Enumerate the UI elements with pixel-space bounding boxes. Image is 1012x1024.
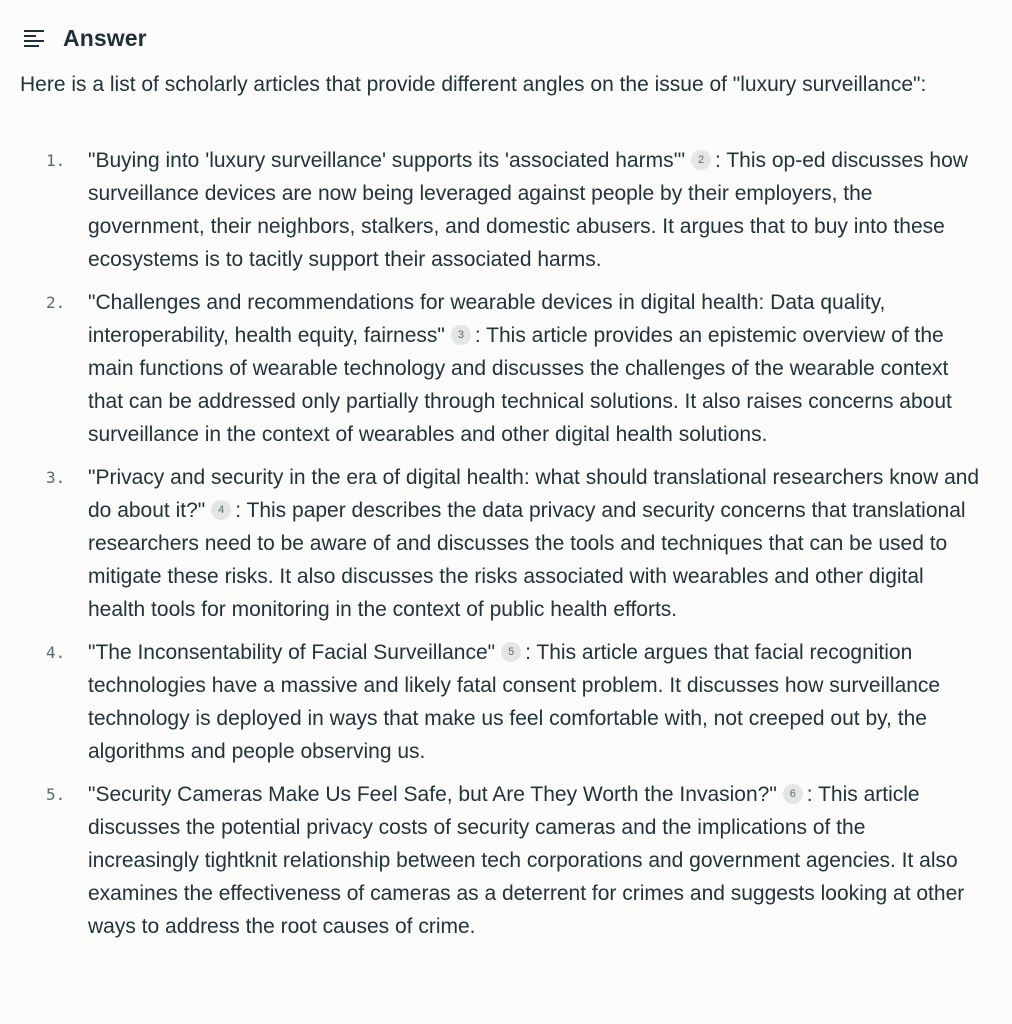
- answer-lines-icon: [24, 29, 46, 47]
- article-description: : This paper describes the data privacy and security concerns that translational researchers need to be aware of and discusses the tools and techniques that can be used to mitigate these risks. It also discusses the risks associated with wearables and other digital health tools for monitoring in the context of public health efforts.: [88, 499, 966, 621]
- intro-text: Here is a list of scholarly articles that provide different angles on the issue of "luxury surveillance":: [20, 73, 927, 96]
- answer-title: Answer: [63, 24, 147, 51]
- article-list: [0, 144, 1012, 953]
- citation-badge[interactable]: 6: [783, 784, 803, 804]
- answer-header: [24, 22, 147, 54]
- article-description: : This op-ed discusses how surveillance devices are now being leveraged against people by their employers, the government, their neighbors, stalkers, and domestic abusers. It argues that to buy into these ecosystems is to tacitly support their associated harms.: [88, 149, 968, 271]
- list-item: [0, 461, 1012, 626]
- article-description: : This article discusses the potential privacy costs of security cameras and the implications of the increasingly tightknit relationship between tech corporations and government agencies. It also examines the effectiveness of cameras as a deterrent for crimes and suggests looking at other ways to address the root causes of crime.: [88, 783, 965, 938]
- list-item: [0, 778, 1012, 943]
- citation-badge[interactable]: 3: [451, 325, 471, 345]
- article-description: : This article argues that facial recognition technologies have a massive and likely fatal consent problem. It discusses how surveillance technology is deployed in ways that make us feel comfortable with, not creeped out by, the algorithms and people observing us.: [88, 641, 941, 763]
- article-title: "Challenges and recommendations for wearable devices in digital health: Data quality, interoperability, health equity, fairness": [88, 291, 886, 347]
- list-item-number: 1.: [46, 151, 66, 170]
- article-description: : This article provides an epistemic overview of the main functions of wearable technology and discusses the challenges of the wearable context that can be addressed only partially through technical solutions. It also raises concerns about surveillance in the context of wearables and other digital health solutions.: [88, 324, 952, 446]
- citation-badge[interactable]: 2: [691, 150, 711, 170]
- list-item: [0, 144, 1012, 276]
- article-title: "The Inconsentability of Facial Surveillance": [88, 641, 496, 664]
- list-item-number: 4.: [46, 643, 66, 662]
- list-item-number: 2.: [46, 293, 66, 312]
- article-title: "Buying into 'luxury surveillance' supports its 'associated harms'": [88, 149, 686, 172]
- list-item: [0, 286, 1012, 451]
- list-item-number: 3.: [46, 468, 66, 487]
- citation-badge[interactable]: 4: [211, 500, 231, 520]
- citation-badge[interactable]: 5: [501, 642, 521, 662]
- article-title: "Security Cameras Make Us Feel Safe, but Are They Worth the Invasion?": [88, 783, 777, 806]
- list-item: [0, 636, 1012, 768]
- list-item-number: 5.: [46, 785, 66, 804]
- article-title: "Privacy and security in the era of digital health: what should translational researchers know and do about it?": [88, 466, 980, 522]
